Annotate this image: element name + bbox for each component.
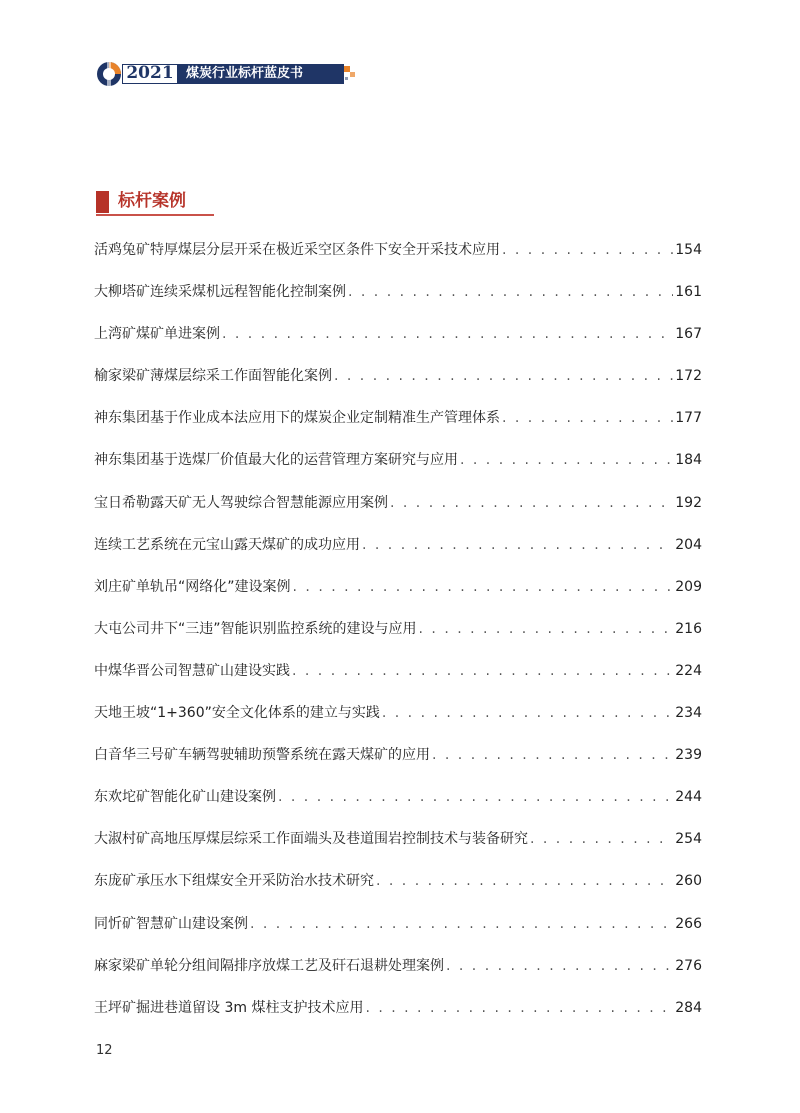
report-title: 煤炭行业标杆蓝皮书 — [178, 64, 344, 84]
toc-entry-title: 大屯公司井下“三违”智能识别监控系统的建设与应用 — [94, 620, 417, 637]
toc-entry-title: 连续工艺系统在元宝山露天煤矿的成功应用 — [94, 536, 360, 553]
toc-leader-dots — [502, 407, 673, 429]
toc-entry-page: 254 — [675, 831, 702, 848]
toc-entry-title: 榆家梁矿薄煤层综采工作面智能化案例 — [94, 368, 332, 385]
toc-entry[interactable] — [94, 997, 702, 1039]
toc-entry-title: 同忻矿智慧矿山建设案例 — [94, 915, 248, 932]
toc-entry-page: 234 — [675, 705, 702, 722]
section-heading — [96, 190, 216, 214]
toc-entry-page: 284 — [675, 999, 702, 1016]
toc-leader-dots — [222, 323, 673, 345]
toc-entry-title: 大淑村矿高地压厚煤层综采工作面端头及巷道围岩控制技术与装备研究 — [94, 831, 528, 848]
toc-entry[interactable] — [94, 744, 702, 786]
toc-entry-page: 161 — [675, 284, 702, 301]
toc-entry[interactable] — [94, 576, 702, 618]
toc-entry-page: 239 — [675, 747, 702, 764]
toc-entry-title: 东欢坨矿智能化矿山建设案例 — [94, 789, 276, 806]
toc-entry[interactable] — [94, 365, 702, 407]
toc-entry-title: 麻家梁矿单轮分组间隔排序放煤工艺及矸石退耕处理案例 — [94, 957, 444, 974]
toc-entry-title: 活鸡兔矿特厚煤层分层开采在极近采空区条件下安全开采技术应用 — [94, 242, 500, 258]
toc-entry[interactable] — [94, 534, 702, 576]
toc-entry[interactable] — [94, 618, 702, 660]
header-accent-icon — [342, 64, 358, 84]
toc-entry-page: 192 — [675, 494, 702, 511]
toc-entry[interactable] — [94, 870, 702, 912]
toc-leader-dots — [432, 744, 673, 766]
toc-entry-page: 216 — [675, 620, 702, 637]
toc-entry-page: 266 — [675, 915, 702, 932]
toc-entry[interactable] — [94, 828, 702, 870]
toc-entry-title: 王坪矿掘进巷道留设 3m 煤柱支护技术应用 — [94, 999, 364, 1016]
toc-leader-dots — [419, 618, 674, 640]
toc-entry-page: 184 — [675, 452, 702, 469]
toc-entry-page: 224 — [675, 662, 702, 679]
toc-leader-dots — [460, 449, 673, 471]
toc-leader-dots — [365, 997, 673, 1019]
toc-entry[interactable] — [94, 407, 702, 449]
toc-entry-title: 天地王坡“1+360”安全文化体系的建立与实践 — [94, 705, 380, 722]
toc-leader-dots — [293, 576, 674, 598]
toc-entry-title: 东庞矿承压水下组煤安全开采防治水技术研究 — [94, 873, 374, 890]
toc-entry-page: 276 — [675, 957, 702, 974]
toc-entry-page: 167 — [675, 326, 702, 343]
section-marker — [96, 191, 109, 213]
toc-leader-dots — [362, 534, 673, 556]
toc-entry-page: 260 — [675, 873, 702, 890]
report-year: 2021 — [122, 64, 178, 84]
toc-entry[interactable] — [94, 702, 702, 744]
toc-leader-dots — [334, 365, 673, 387]
toc-entry-page: 177 — [675, 410, 702, 427]
table-of-contents — [94, 239, 702, 1039]
section-title: 标杆案例 — [118, 191, 186, 211]
toc-leader-dots — [446, 955, 673, 977]
page-header — [96, 61, 366, 87]
toc-entry[interactable] — [94, 323, 702, 365]
toc-entry[interactable] — [94, 449, 702, 491]
toc-entry-page: 172 — [675, 368, 702, 385]
toc-entry[interactable] — [94, 913, 702, 955]
toc-entry[interactable] — [94, 492, 702, 534]
section-underline — [96, 214, 214, 216]
toc-entry-page: 204 — [675, 536, 702, 553]
toc-entry-title: 白音华三号矿车辆驾驶辅助预警系统在露天煤矿的应用 — [94, 747, 430, 764]
toc-entry-title: 宝日希勒露天矿无人驾驶综合智慧能源应用案例 — [94, 494, 388, 511]
toc-entry-title: 神东集团基于选煤厂价值最大化的运营管理方案研究与应用 — [94, 452, 458, 469]
toc-leader-dots — [278, 786, 673, 808]
toc-leader-dots — [348, 281, 673, 303]
toc-entry-title: 上湾矿煤矿单进案例 — [94, 326, 220, 343]
toc-leader-dots — [382, 702, 673, 724]
toc-entry-title: 神东集团基于作业成本法应用下的煤炭企业定制精准生产管理体系 — [94, 410, 500, 427]
toc-leader-dots — [390, 492, 673, 514]
toc-entry-page: 154 — [675, 242, 702, 258]
toc-entry[interactable] — [94, 955, 702, 997]
bluebook-logo-icon — [96, 61, 122, 87]
toc-entry-page: 209 — [675, 578, 702, 595]
toc-entry-title: 刘庄矿单轨吊“网络化”建设案例 — [94, 578, 291, 595]
toc-leader-dots — [250, 913, 673, 935]
toc-entry[interactable] — [94, 239, 702, 281]
toc-leader-dots — [530, 828, 673, 850]
toc-entry[interactable] — [94, 660, 702, 702]
page-number: 12 — [96, 1043, 113, 1058]
toc-leader-dots — [292, 660, 673, 682]
toc-entry[interactable] — [94, 281, 702, 323]
toc-entry-title: 中煤华晋公司智慧矿山建设实践 — [94, 662, 290, 679]
toc-leader-dots — [376, 870, 673, 892]
toc-entry-page: 244 — [675, 789, 702, 806]
toc-leader-dots — [502, 239, 673, 261]
toc-entry[interactable] — [94, 786, 702, 828]
toc-entry-title: 大柳塔矿连续采煤机远程智能化控制案例 — [94, 284, 346, 301]
